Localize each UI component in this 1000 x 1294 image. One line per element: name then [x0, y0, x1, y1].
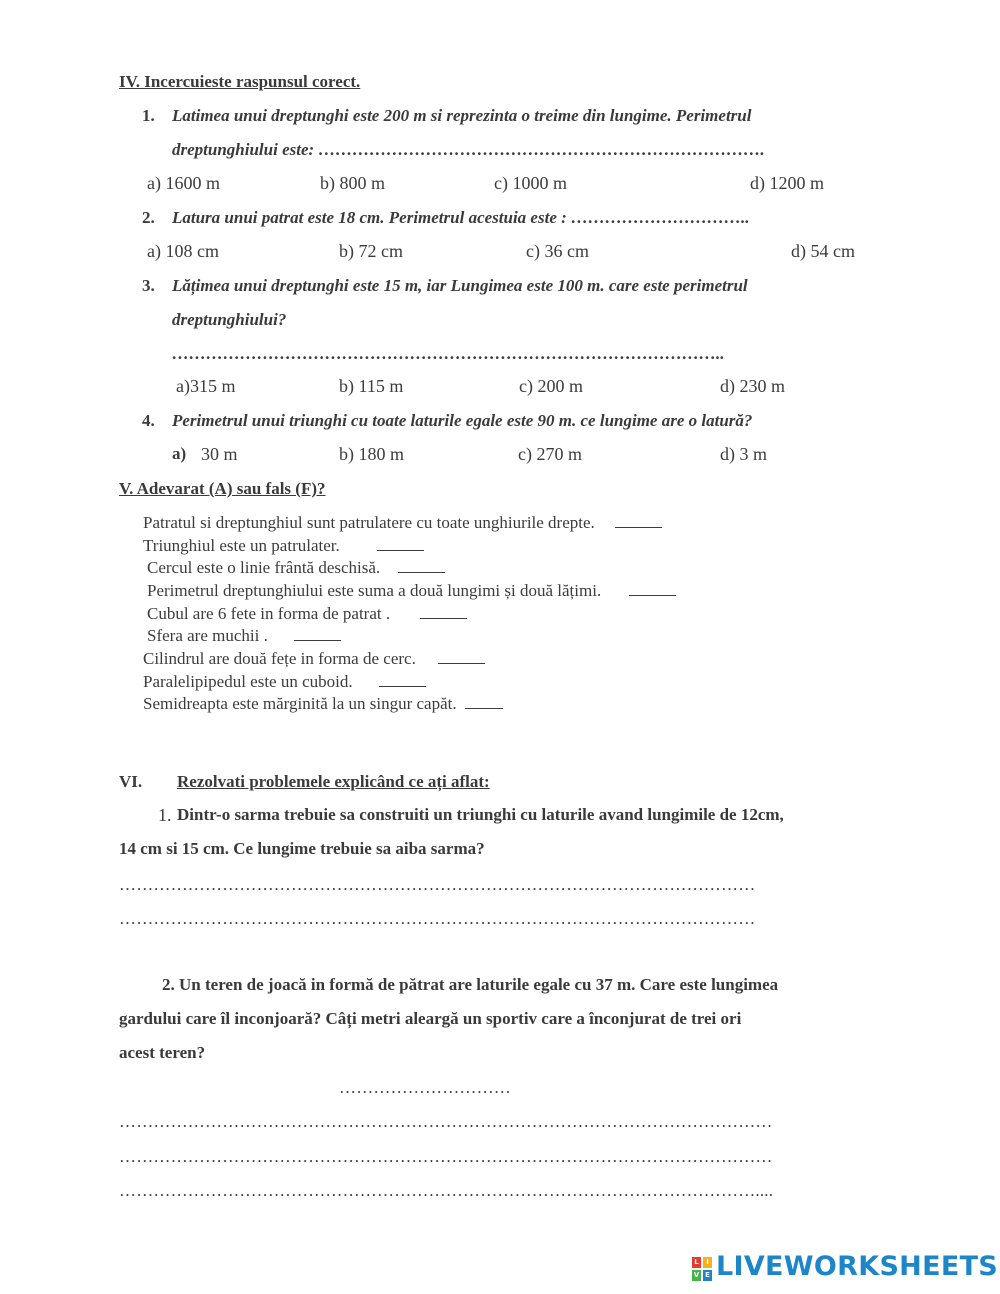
statement-7 [143, 649, 485, 669]
question-3-option-c[interactable]: c) 200 m [519, 376, 583, 396]
question-1-text-line2: dreptunghiului este: ……………………………………………………………………. [172, 140, 765, 159]
problem-2-text: 2. Un teren de joacă in formă de pătrat are laturile egale cu 37 m. Care este lungimea [162, 975, 779, 994]
question-1-option-c[interactable]: c) 1000 m [494, 173, 567, 193]
statement-1-text: Patratul si dreptunghiul sunt patrulatere cu toate unghiurile drepte. [143, 513, 595, 532]
question-3-option-a[interactable]: a)315 m [176, 376, 236, 396]
question-2-option-d[interactable]: d) 54 cm [791, 241, 855, 261]
statement-7-text: Cilindrul are două fețe in forma de cerc. [143, 649, 416, 668]
problem-1-text-line2: 14 cm si 15 cm. Ce lungime trebuie sa aiba sarma? [119, 839, 485, 858]
question-4-option-c[interactable]: c) 270 m [518, 444, 582, 464]
question-3-option-d[interactable]: d) 230 m [720, 376, 785, 396]
statement-4 [147, 581, 676, 601]
problem-2-text-line3: acest teren? [119, 1043, 206, 1062]
statement-6 [147, 626, 341, 646]
question-2-option-a[interactable]: a) 108 cm [147, 241, 219, 261]
question-1-number: 1. [142, 106, 155, 125]
statement-1-answer-blank[interactable] [615, 513, 662, 528]
question-2-text: Latura unui patrat este 18 cm. Perimetrul acestuia este : ………………………….. [172, 208, 750, 227]
liveworksheets-logo [692, 1251, 999, 1287]
logo-blocks-icon [692, 1257, 714, 1283]
statement-5-text: Cubul are 6 fete in forma de patrat . [147, 604, 391, 623]
question-4-option-b[interactable]: b) 180 m [339, 444, 404, 464]
statement-9 [143, 694, 503, 714]
statement-8-answer-blank[interactable] [379, 672, 426, 687]
question-4-option-a-letter: a) [172, 444, 187, 463]
question-4-text: Perimetrul unui triunghi cu toate laturile egale este 90 m. ce lungime are o latură? [172, 411, 753, 430]
question-3-text: Lățimea unui dreptunghi este 15 m, iar Lungimea este 100 m. care este perimetrul [172, 276, 748, 295]
statement-5-answer-blank[interactable] [420, 604, 467, 619]
question-1-text: Latimea unui dreptunghi este 200 m si reprezinta o treime din lungime. Perimetrul [172, 106, 752, 125]
statement-9-text: Semidreapta este mărginită la un singur capăt. [143, 694, 457, 713]
statement-6-text: Sfera are muchii . [147, 626, 268, 645]
logo-block-l: L [692, 1257, 701, 1268]
question-4-option-a[interactable]: 30 m [201, 444, 238, 464]
statement-2-answer-blank[interactable] [377, 536, 424, 551]
question-1-option-a[interactable]: a) 1600 m [147, 173, 220, 193]
statement-5 [147, 604, 467, 624]
statement-9-answer-blank[interactable] [465, 694, 503, 709]
logo-text: LIVEWORKSHEETS [716, 1251, 999, 1282]
section-5-title: V. Adevarat (A) sau fals (F)? [119, 479, 326, 498]
question-2-option-b[interactable]: b) 72 cm [339, 241, 403, 261]
statement-3 [147, 558, 445, 578]
problem-2-answer-line-1[interactable]: …………………………………………………………………………………………………… [119, 1112, 773, 1131]
question-1-option-d[interactable]: d) 1200 m [750, 173, 824, 193]
logo-block-e: E [703, 1270, 712, 1281]
statement-7-answer-blank[interactable] [438, 649, 485, 664]
question-1-option-b[interactable]: b) 800 m [320, 173, 385, 193]
question-3-text-line2: dreptunghiului? [172, 310, 287, 329]
question-3-option-b[interactable]: b) 115 m [339, 376, 404, 396]
statement-3-text: Cercul este o linie frântă deschisă. [147, 558, 381, 577]
statement-8-text: Paralelipipedul este un cuboid. [143, 672, 353, 691]
problem-2-text-line2: gardului care îl inconjoară? Câți metri aleargă un sportiv care a înconjurat de trei ori [119, 1009, 742, 1028]
logo-block-v: V [693, 1271, 700, 1279]
question-2-option-c[interactable]: c) 36 cm [526, 241, 589, 261]
problem-2-answer-line-2[interactable]: …………………………………………………………………………………………………… [119, 1147, 773, 1166]
question-3-dots: …………………………………………………………………………………….. [172, 344, 725, 363]
statement-4-text: Perimetrul dreptunghiului este suma a două lungimi și două lățimi. [147, 581, 602, 600]
statement-4-answer-blank[interactable] [629, 581, 676, 596]
problem-2-answer-line-3[interactable]: ………………………………………………………………………………………………….... [119, 1181, 774, 1200]
statement-6-answer-blank[interactable] [294, 626, 341, 641]
statement-8 [143, 672, 426, 692]
question-3-number: 3. [142, 276, 155, 295]
question-4-option-d[interactable]: d) 3 m [720, 444, 767, 464]
section-4-title: IV. Incercuieste raspunsul corect. [119, 72, 361, 91]
section-6-number: VI. [119, 772, 143, 791]
logo-block-i: I [703, 1257, 712, 1268]
problem-1-answer-line-1[interactable]: ………………………………………………………………………………………………… [119, 875, 756, 894]
problem-2-answer-short[interactable]: ………………………… [339, 1078, 511, 1097]
statement-3-answer-blank[interactable] [398, 558, 445, 573]
problem-1-answer-line-2[interactable]: ………………………………………………………………………………………………… [119, 909, 756, 928]
problem-1-number: 1. [158, 805, 172, 825]
statement-1 [143, 513, 662, 533]
problem-1-text: Dintr-o sarma trebuie sa construiti un triunghi cu laturile avand lungimile de 12cm, [177, 805, 784, 824]
section-6-title: Rezolvati problemele explicând ce ați aflat: [177, 772, 490, 791]
question-4-number: 4. [142, 411, 155, 430]
statement-2-text: Triunghiul este un patrulater. [143, 536, 340, 555]
statement-2 [143, 536, 424, 556]
question-2-number: 2. [142, 208, 155, 227]
